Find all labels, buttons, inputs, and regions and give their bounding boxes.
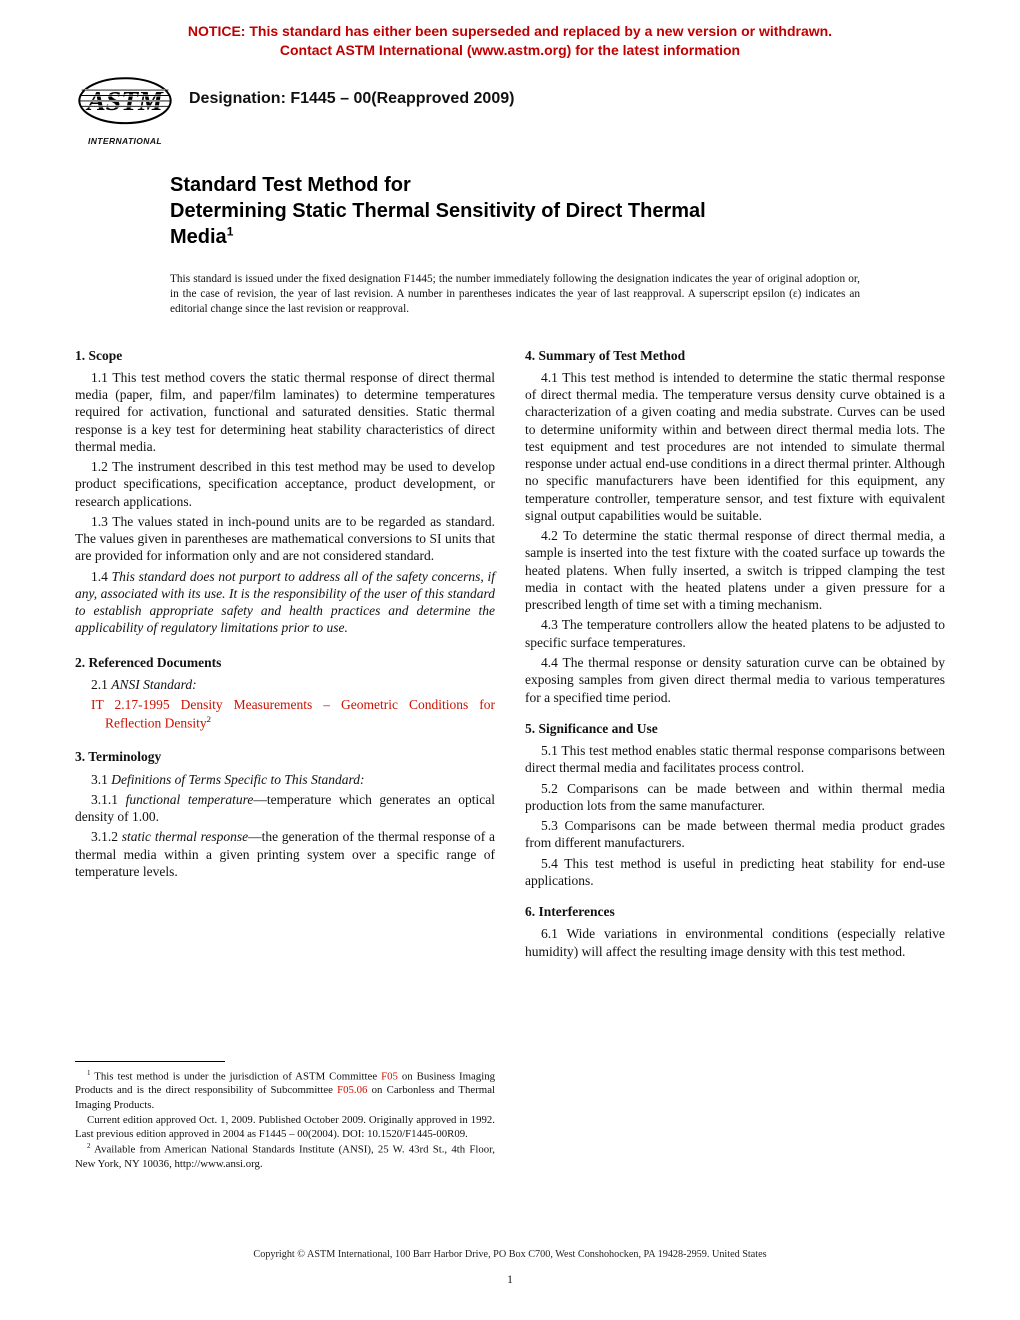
footnote-2: $^2$ Available from American National Standards Institute (ANSI), 25 W. 43rd St., 4th Floor, New York, NY 10036, http://www.ansi.org.	[75, 1142, 495, 1171]
paragraph-6-1: 6.1 Wide variations in environmental conditions (especially relative humidity) will affect the resulting image density with this test method.	[525, 926, 945, 959]
heading-summary: 4. Summary of Test Method	[525, 347, 686, 363]
paragraph-3-1-1: 3.1.1 functional temperature—temperature which generates an optical density of 1.00.	[75, 791, 495, 825]
astm-logo-caption: INTERNATIONAL	[88, 135, 162, 146]
right-column	[525, 347, 945, 1173]
paragraph-5-1: 5.1 This test method enables static thermal response comparisons between direct thermal media and facilitates process control.	[525, 743, 945, 776]
paragraph-1-3: 1.3 The values stated in inch-pound units are to be regarded as standard. The values given in parentheses are mathematical conversions to SI units that are provided for information only and are not considered standard.	[75, 513, 495, 564]
issuance-note: This standard is issued under the fixed designation F1445; the number immediately following the designation indicates the year of original adoption or, in the case of revision, the year of last revision. A number in parentheses indicates the year of last reapproval. A superscript epsilon (ε) indicates an editorial change since the last revision or reapproval.	[170, 272, 860, 315]
section-summary	[525, 347, 945, 706]
heading-scope: 1. Scope	[75, 347, 123, 363]
committee-f05-link[interactable]: F05	[381, 1070, 398, 1083]
paragraph-4-4: 4.4 The thermal response or density saturation curve can be obtained by exposing samples from given direct thermal media to various temperatures for a specified time period.	[525, 655, 945, 705]
footnotes	[75, 1049, 495, 1173]
reference-footnote-ref: 2	[206, 713, 211, 724]
footnote-1-edition: Current edition approved Oct. 1, 2009. Published October 2009. Originally approved in 1992. Last previous edition approved in 2004 as F1445 – 00(2004). DOI: 10.1520/F1445-00R09.	[75, 1113, 495, 1141]
copyright-line: Copyright © ASTM International, 100 Barr Harbor Drive, PO Box C700, West Conshohocken, PA 19428-2959. United States	[253, 1249, 767, 1260]
paragraph-1-1: 1.1 This test method covers the static thermal response of direct thermal media (paper, film, and paper/film laminates) to determine temperatures required for activation, functional and saturated densities. Static thermal response is a key test for determining heat stability characteristics of direct thermal media.	[75, 369, 495, 454]
section-interferences	[525, 903, 945, 960]
section-significance	[525, 720, 945, 889]
ansi-url: http://www.ansi.org	[174, 1158, 260, 1171]
document-title	[170, 172, 945, 250]
astm-logo-icon	[77, 117, 173, 134]
paragraph-5-2: 5.2 Comparisons can be made between and within thermal media production lots from the same manufacturer.	[525, 780, 945, 813]
page-number: 1	[507, 1274, 513, 1286]
paragraph-5-4: 5.4 This test method is useful in predicting heat stability for end-use applications.	[525, 855, 945, 888]
heading-significance: 5. Significance and Use	[525, 720, 658, 736]
document-header	[75, 76, 945, 146]
section-scope	[75, 347, 495, 640]
section-referenced-documents	[75, 640, 495, 735]
paragraph-2-1: 2.1 ANSI Standard:	[91, 677, 197, 693]
paragraph-3-1-2: 3.1.2 static thermal response—the generation of the thermal response of a thermal media within a given printing system over a specific range of temperature levels.	[75, 829, 495, 879]
astm-logo	[75, 76, 175, 146]
title-line2: Determining Static Thermal Sensitivity of Direct Thermal	[170, 199, 706, 222]
designation: Designation: F1445 – 00(Reapproved 2009)	[189, 89, 515, 107]
paragraph-1-2: 1.2 The instrument described in this test method may be used to develop product specifications, specification acceptance, product development, or research applications.	[75, 459, 495, 509]
withdrawal-notice-line1: NOTICE: This standard has either been superseded and replaced by a new version or withdrawn.	[187, 23, 833, 39]
paragraph-5-3: 5.3 Comparisons can be made between thermal media product grades from different manufacturers.	[525, 818, 945, 851]
withdrawal-notice	[75, 22, 945, 60]
left-column	[75, 347, 495, 1173]
subcommittee-f05-06-link[interactable]: F05.06	[337, 1084, 368, 1097]
referenced-standard-entry	[75, 696, 495, 731]
heading-terminology: 3. Terminology	[75, 749, 162, 765]
footnote-rule	[75, 1061, 225, 1062]
heading-interferences: 6. Interferences	[525, 904, 615, 920]
paragraph-3-1: 3.1 Definitions of Terms Specific to This Standard:	[91, 771, 365, 787]
paragraph-1-4: 1.4 This standard does not purport to address all of the safety concerns, if any, associated with its use. It is the responsibility of the user of this standard to establish appropriate safety and health practices and determine the applicability of regulatory limitations prior to use.	[75, 568, 495, 636]
title-line1: Standard Test Method for	[170, 173, 411, 196]
document-body	[75, 347, 945, 1173]
withdrawal-notice-line2: Contact ASTM International (www.astm.org) for the latest information	[279, 41, 741, 58]
heading-referenced-documents: 2. Referenced Documents	[75, 654, 222, 670]
footnote-1: $^1$ This test method is under the jurisdiction of ASTM Committee F05 on Business Imaging Products and is the direct responsibility of Subcommittee F05.06 on Carbonless and Thermal Imaging Products.	[75, 1068, 495, 1111]
title-footnote-ref: 1	[226, 224, 234, 239]
ansi-standard-link[interactable]: IT 2.17-1995 Density Measurements – Geometric Conditions for Reflection Density	[91, 697, 495, 731]
title-line3: Media$^1$	[170, 224, 234, 248]
paragraph-4-2: 4.2 To determine the static thermal response of direct thermal media, a sample is inserted into the test fixture with the coated surface up towards the heated platens. When fully inserted, a switch is tripped clamping the test media in contact with the heated platens under a given pressure for a prescribed length of time set with a timing mechanism.	[525, 528, 945, 613]
section-terminology	[75, 734, 495, 883]
paragraph-4-1: 4.1 This test method is intended to determine the static thermal response of direct thermal media. The temperature versus density curve obtained is a characterization of a given coating and media substrate. Curves can be used to determine uniformity within and between direct thermal media lots. The test equipment and test procedures are not intended to simulate thermal response under actual end-use conditions in a direct thermal printer. Although no specific manufacturers have been identified for this equipment, any temperature controller, temperature sensor, and test fixture with equivalent signal output capabilities would be suitable.	[525, 369, 945, 523]
paragraph-4-3: 4.3 The temperature controllers allow the heated platens to be adjusted to specific surface temperatures.	[525, 617, 945, 650]
